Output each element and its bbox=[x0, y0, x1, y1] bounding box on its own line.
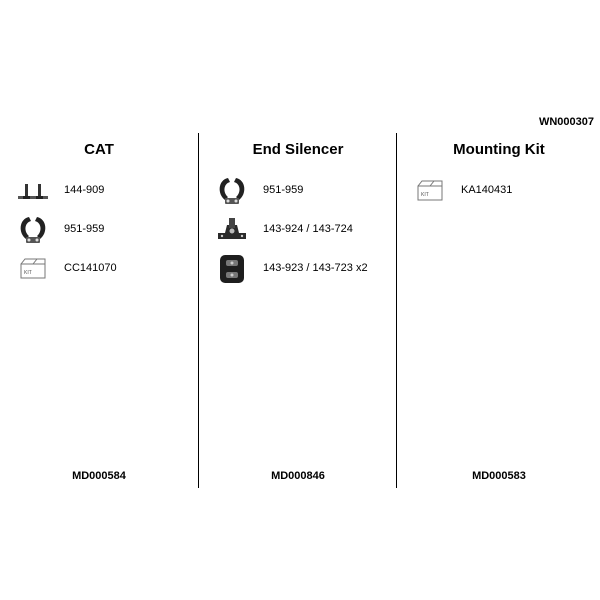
column-end-silencer bbox=[198, 133, 397, 488]
part-item bbox=[199, 252, 397, 286]
part-number: 951-959 bbox=[263, 184, 304, 196]
column-title: End Silencer bbox=[252, 141, 344, 158]
bolt-pair-icon bbox=[16, 174, 50, 208]
kit-box-icon bbox=[16, 252, 50, 286]
part-number: 143-924 / 143-724 bbox=[263, 223, 353, 235]
column-footer-code: MD000583 bbox=[472, 470, 526, 482]
part-item bbox=[0, 174, 198, 208]
part-number: 144-909 bbox=[64, 184, 105, 196]
column-title: Mounting Kit bbox=[453, 141, 545, 158]
column-title: CAT bbox=[84, 141, 114, 158]
rubber-hanger-icon bbox=[215, 252, 249, 286]
clamp-icon bbox=[215, 174, 249, 208]
bracket-mount-icon bbox=[215, 213, 249, 247]
svg-text:KIT: KIT bbox=[24, 270, 32, 276]
part-item bbox=[397, 174, 600, 208]
column-footer-code: MD000846 bbox=[271, 470, 325, 482]
part-item bbox=[199, 174, 397, 208]
reference-number: WN000307 bbox=[538, 116, 594, 128]
svg-text:KIT: KIT bbox=[421, 192, 429, 198]
kit-box-icon bbox=[413, 174, 447, 208]
clamp-icon bbox=[16, 213, 50, 247]
part-item bbox=[0, 213, 198, 247]
part-item bbox=[0, 252, 198, 286]
part-item bbox=[199, 213, 397, 247]
part-number: CC141070 bbox=[64, 262, 117, 274]
part-number: KA140431 bbox=[461, 184, 513, 196]
part-number: 143-923 / 143-723 x2 bbox=[263, 262, 368, 274]
part-number: 951-959 bbox=[64, 223, 105, 235]
column-cat bbox=[0, 133, 198, 488]
column-mounting-kit bbox=[396, 133, 600, 488]
column-footer-code: MD000584 bbox=[72, 470, 126, 482]
